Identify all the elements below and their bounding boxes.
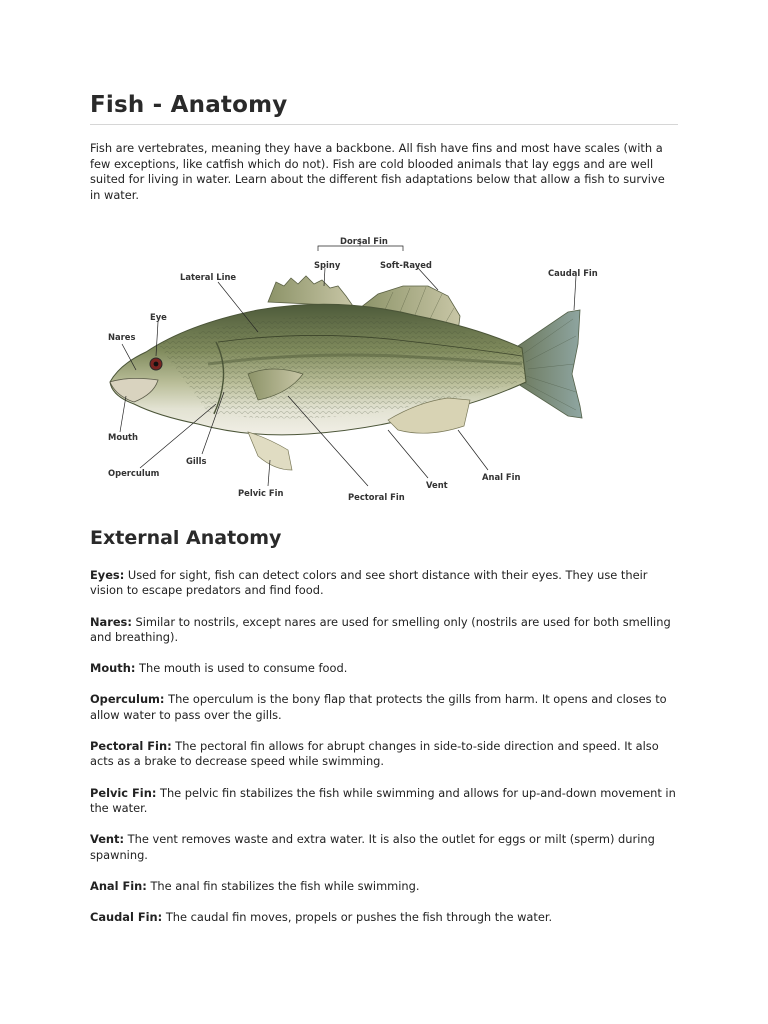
definition-anal-fin	[90, 879, 680, 894]
definition-text: Used for sight, fish can detect colors and see short distance with their eyes. They use their vision to escape predators and find food.	[90, 568, 648, 598]
page-title: Fish - Anatomy	[90, 92, 288, 118]
definitions-list	[90, 568, 680, 941]
definition-operculum	[90, 692, 680, 723]
spiny-dorsal-fin	[268, 276, 353, 306]
definition-text: The pectoral fin allows for abrupt changes in side-to-side direction and speed. It also acts as a brake to decrease speed while swimming.	[90, 739, 659, 769]
label-anal-fin: Anal Fin	[482, 472, 521, 482]
definition-eyes	[90, 568, 680, 599]
definition-vent	[90, 832, 680, 863]
definition-pelvic-fin	[90, 786, 680, 817]
label-mouth: Mouth	[108, 432, 139, 442]
label-vent: Vent	[426, 480, 448, 490]
title-divider	[90, 124, 678, 125]
intro-paragraph: Fish are vertebrates, meaning they have a backbone. All fish have fins and most have scales (with a few exceptions, like catfish which do not). Fish are cold blooded animals that lay eggs and are well suited for living in water. Learn about the different fish adaptations below that allow a fish to survive in water.	[90, 141, 665, 202]
label-soft-rayed: Soft-Rayed	[380, 260, 432, 270]
label-caudal-fin: Caudal Fin	[548, 268, 598, 278]
definition-term: Pelvic Fin:	[90, 785, 157, 800]
label-lateral-line: Lateral Line	[180, 272, 237, 282]
label-dorsal-fin: Dorsal Fin	[340, 236, 388, 246]
definition-pectoral-fin	[90, 739, 680, 770]
definition-text: The anal fin stabilizes the fish while swimming.	[146, 878, 420, 893]
label-pelvic-fin: Pelvic Fin	[238, 488, 284, 498]
label-eye: Eye	[150, 312, 167, 322]
definition-term: Anal Fin:	[90, 878, 147, 893]
definition-text: The mouth is used to consume food.	[135, 661, 348, 676]
label-nares: Nares	[108, 332, 136, 342]
fish-anatomy-diagram	[98, 224, 638, 514]
definition-mouth	[90, 661, 680, 676]
definition-caudal-fin	[90, 910, 680, 925]
definition-text: The operculum is the bony flap that protects the gills from harm. It opens and closes to allow water to pass over the gills.	[90, 692, 667, 722]
definition-term: Vent:	[90, 832, 125, 847]
definition-term: Eyes:	[90, 568, 125, 582]
definition-text: The vent removes waste and extra water. It is also the outlet for eggs or milt (sperm) during spawning.	[90, 832, 655, 862]
definition-text: Similar to nostrils, except nares are used for smelling only (nostrils are used for both smelling and breathing).	[90, 614, 671, 644]
definition-term: Mouth:	[90, 661, 136, 676]
definition-term: Caudal Fin:	[90, 910, 163, 925]
definition-term: Nares:	[90, 614, 132, 629]
label-pectoral-fin: Pectoral Fin	[348, 492, 405, 502]
definition-text: The pelvic fin stabilizes the fish while swimming and allows for up-and-down movement in the water.	[90, 785, 676, 815]
definition-term: Pectoral Fin:	[90, 739, 172, 754]
label-operculum: Operculum	[108, 468, 160, 478]
label-spiny: Spiny	[314, 260, 341, 270]
definition-nares	[90, 615, 680, 646]
definition-term: Operculum:	[90, 692, 165, 707]
section-heading: External Anatomy	[90, 527, 282, 549]
definition-text: The caudal fin moves, propels or pushes the fish through the water.	[162, 910, 553, 925]
label-gills: Gills	[186, 456, 207, 466]
